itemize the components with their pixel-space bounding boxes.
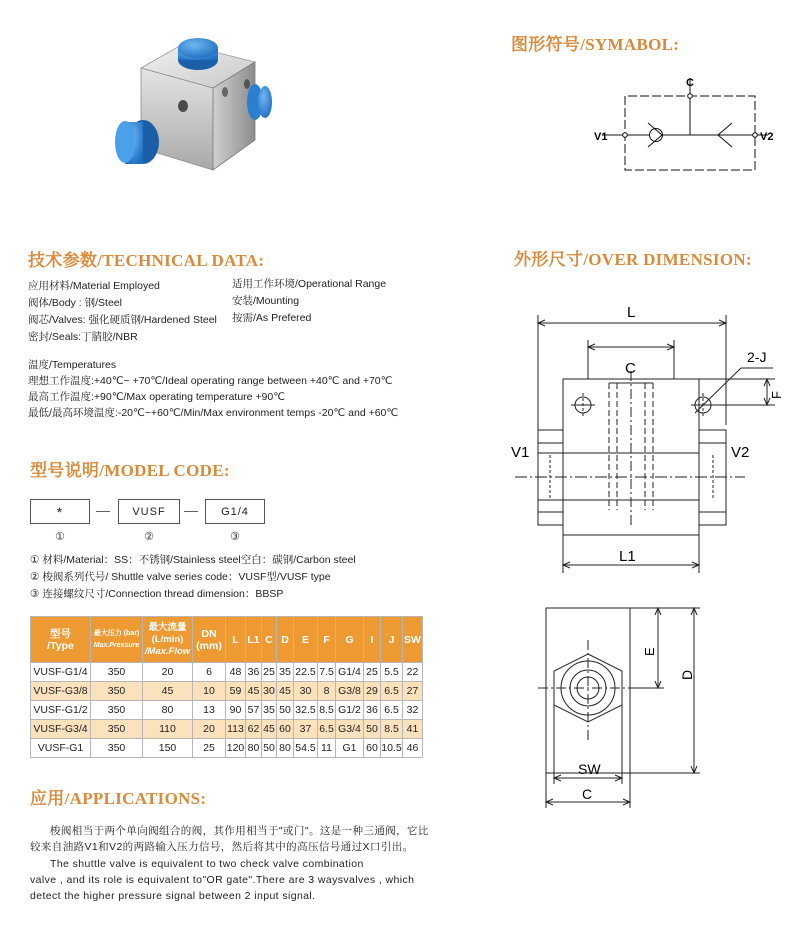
applications-en-3: detect the higher pressure signal between 2 input signal. bbox=[30, 890, 316, 902]
table-cell: 60 bbox=[364, 739, 381, 758]
tech-seals: 密封/Seals:丁腈胶/NBR bbox=[28, 331, 138, 343]
applications-en-1: The shuttle valve is equivalent to two check valve combination bbox=[50, 858, 364, 870]
tech-mounting: 安装/Mounting bbox=[232, 295, 300, 307]
dim-label-v1: V1 bbox=[511, 444, 530, 461]
table-cell: G1/2 bbox=[336, 701, 364, 720]
dim-label-c: C bbox=[625, 360, 636, 377]
table-cell: 20 bbox=[143, 663, 193, 682]
table-cell: 80 bbox=[143, 701, 193, 720]
model-code-box-material: * bbox=[30, 499, 90, 524]
temp-minmax: 最低/最高环境温度:-20℃~+60℃/Min/Max environment temps -20℃ and +60℃ bbox=[28, 407, 399, 419]
table-cell: 6 bbox=[193, 663, 226, 682]
table-cell: G1 bbox=[336, 739, 364, 758]
col-l: L bbox=[226, 617, 246, 663]
applications-cn-2: 较来自油路V1和V2的两路输入压力信号，然后将其中的高压信号通过X口引出。 bbox=[30, 841, 414, 853]
table-cell: 29 bbox=[364, 682, 381, 701]
applications-cn-1: 梭阀相当于两个单向阀组合的阀，其作用相当于"或门"。这是一种三通阀，它比 bbox=[50, 825, 429, 837]
table-cell: 13 bbox=[193, 701, 226, 720]
table-cell: 350 bbox=[91, 682, 143, 701]
table-cell: 30 bbox=[262, 682, 277, 701]
applications-en-2: valve , and its role is equivalent to"OR gate".There are 3 waysvalves , which bbox=[30, 874, 415, 886]
col-pressure: 最大压力 (bar) Max.Pressure bbox=[91, 617, 143, 663]
table-cell: 36 bbox=[246, 663, 262, 682]
symbol-label-v2: V2 bbox=[760, 131, 774, 143]
dim-label-d: D bbox=[679, 669, 695, 680]
tech-body: 阀体/Body : 钢/Steel bbox=[28, 297, 122, 309]
tech-material: 应用材料/Material Employed bbox=[28, 280, 160, 292]
table-cell: 80 bbox=[246, 739, 262, 758]
table-cell: 25 bbox=[262, 663, 277, 682]
table-cell: 5.5 bbox=[381, 663, 403, 682]
dim-label-l: L bbox=[627, 304, 636, 321]
table-cell: 46 bbox=[403, 739, 423, 758]
dim-label-e: E bbox=[642, 647, 657, 656]
table-row bbox=[31, 682, 423, 701]
table-cell: 6.5 bbox=[318, 720, 336, 739]
model-code-desc-2: ② 梭阀系列代号/ Shuttle valve series code：VUSF型/VUSF type bbox=[30, 571, 331, 583]
table-cell: 150 bbox=[143, 739, 193, 758]
col-d: D bbox=[277, 617, 294, 663]
model-code-heading: 型号说明/MODEL CODE: bbox=[30, 461, 230, 480]
model-code-num-1: ① bbox=[55, 531, 65, 543]
model-code-box-thread: G1/4 bbox=[205, 499, 265, 524]
table-cell: G3/8 bbox=[336, 682, 364, 701]
table-cell: 62 bbox=[246, 720, 262, 739]
table-cell: 57 bbox=[246, 701, 262, 720]
col-f: F bbox=[318, 617, 336, 663]
table-cell: 10.5 bbox=[381, 739, 403, 758]
table-cell: 30 bbox=[294, 682, 318, 701]
dim-label-2j: 2-J bbox=[747, 349, 767, 365]
symbol-label-v1: V1 bbox=[594, 131, 608, 143]
tech-valves: 阀芯/Valves: 强化硬质钢/Hardened Steel bbox=[28, 314, 217, 326]
table-cell: 80 bbox=[277, 739, 294, 758]
symbol-heading: 图形符号/SYMABOL: bbox=[511, 35, 680, 54]
model-code-box-series: VUSF bbox=[118, 499, 180, 524]
table-cell: 59 bbox=[226, 682, 246, 701]
table-row bbox=[31, 720, 423, 739]
spec-table-header-row bbox=[31, 617, 423, 663]
table-cell: 25 bbox=[193, 739, 226, 758]
col-flow: 最大流量 (L/min) /Max.Flow bbox=[143, 617, 193, 663]
dimension-heading: 外形尺寸/OVER DIMENSION: bbox=[514, 250, 752, 269]
table-cell: 36 bbox=[364, 701, 381, 720]
table-cell: 25 bbox=[364, 663, 381, 682]
table-cell: VUSF-G1 bbox=[31, 739, 91, 758]
table-cell: 27 bbox=[403, 682, 423, 701]
table-row bbox=[31, 739, 423, 758]
technical-heading: 技术参数/TECHNICAL DATA: bbox=[28, 251, 265, 270]
table-cell: 110 bbox=[143, 720, 193, 739]
product-photo bbox=[105, 30, 280, 180]
col-sw: SW bbox=[403, 617, 423, 663]
table-cell: 22.5 bbox=[294, 663, 318, 682]
table-cell: 50 bbox=[364, 720, 381, 739]
table-cell: 50 bbox=[262, 739, 277, 758]
table-cell: 350 bbox=[91, 739, 143, 758]
col-e: E bbox=[294, 617, 318, 663]
table-cell: 8.5 bbox=[381, 720, 403, 739]
table-cell: VUSF-G3/4 bbox=[31, 720, 91, 739]
tech-env: 适用工作环境/Operational Range bbox=[232, 278, 387, 290]
model-code-num-3: ③ bbox=[230, 531, 240, 543]
table-cell: 45 bbox=[277, 682, 294, 701]
model-code-desc-1: ① 材料/Material：SS：不锈钢/Stainless steel空白：碳钢/Carbon steel bbox=[30, 554, 356, 566]
table-cell: 54.5 bbox=[294, 739, 318, 758]
temp-ideal: 理想工作温度:+40℃~ +70℃/Ideal operating range between +40℃ and +70℃ bbox=[28, 375, 393, 387]
col-l1: L1 bbox=[246, 617, 262, 663]
table-cell: 37 bbox=[294, 720, 318, 739]
table-cell: VUSF-G1/2 bbox=[31, 701, 91, 720]
table-cell: 50 bbox=[277, 701, 294, 720]
table-cell: 35 bbox=[262, 701, 277, 720]
table-cell: 32 bbox=[403, 701, 423, 720]
spec-table bbox=[30, 616, 423, 758]
table-cell: 113 bbox=[226, 720, 246, 739]
model-code-dash-1: — bbox=[96, 502, 110, 518]
col-c: C bbox=[262, 617, 277, 663]
tech-as-preferred: 按需/As Prefered bbox=[232, 312, 312, 324]
table-cell: 8 bbox=[318, 682, 336, 701]
table-cell: 6.5 bbox=[381, 701, 403, 720]
table-cell: 45 bbox=[246, 682, 262, 701]
dimension-drawing-side bbox=[520, 600, 710, 810]
temp-max: 最高工作温度:+90℃/Max operating temperature +90℃ bbox=[28, 391, 286, 403]
table-cell: 11 bbox=[318, 739, 336, 758]
table-cell: 45 bbox=[262, 720, 277, 739]
dim-label-f: F bbox=[769, 391, 784, 399]
table-cell: 6.5 bbox=[381, 682, 403, 701]
model-code-desc-3: ③ 连接螺纹尺寸/Connection thread dimension：BBSP bbox=[30, 588, 284, 600]
table-cell: 120 bbox=[226, 739, 246, 758]
table-cell: 90 bbox=[226, 701, 246, 720]
temp-title: 温度/Temperatures bbox=[28, 359, 117, 371]
table-cell: VUSF-G1/4 bbox=[31, 663, 91, 682]
table-cell: 20 bbox=[193, 720, 226, 739]
table-cell: 7.5 bbox=[318, 663, 336, 682]
table-cell: 32.5 bbox=[294, 701, 318, 720]
table-cell: G3/4 bbox=[336, 720, 364, 739]
dim-label-sw: SW bbox=[578, 761, 601, 777]
table-row bbox=[31, 701, 423, 720]
table-cell: 45 bbox=[143, 682, 193, 701]
table-cell: 10 bbox=[193, 682, 226, 701]
table-cell: VUSF-G3/8 bbox=[31, 682, 91, 701]
table-cell: 60 bbox=[277, 720, 294, 739]
model-code-dash-2: — bbox=[184, 502, 198, 518]
table-cell: 350 bbox=[91, 663, 143, 682]
applications-heading: 应用/APPLICATIONS: bbox=[30, 789, 207, 808]
table-cell: 8.5 bbox=[318, 701, 336, 720]
table-cell: 41 bbox=[403, 720, 423, 739]
symbol-label-c: C bbox=[686, 77, 694, 89]
col-j: J bbox=[381, 617, 403, 663]
table-cell: 35 bbox=[277, 663, 294, 682]
table-cell: 350 bbox=[91, 720, 143, 739]
col-i: I bbox=[364, 617, 381, 663]
col-g: G bbox=[336, 617, 364, 663]
table-cell: 22 bbox=[403, 663, 423, 682]
col-type: 型号 /Type bbox=[31, 617, 91, 663]
dimension-drawing-top bbox=[505, 295, 790, 580]
dim-label-c-side: C bbox=[582, 786, 593, 802]
table-row bbox=[31, 663, 423, 682]
table-cell: 48 bbox=[226, 663, 246, 682]
table-cell: 350 bbox=[91, 701, 143, 720]
hydraulic-symbol bbox=[590, 70, 780, 180]
dim-label-l1: L1 bbox=[619, 548, 636, 565]
col-dn: DN (mm) bbox=[193, 617, 226, 663]
model-code-num-2: ② bbox=[144, 531, 154, 543]
dim-label-v2: V2 bbox=[731, 444, 750, 461]
table-cell: G1/4 bbox=[336, 663, 364, 682]
